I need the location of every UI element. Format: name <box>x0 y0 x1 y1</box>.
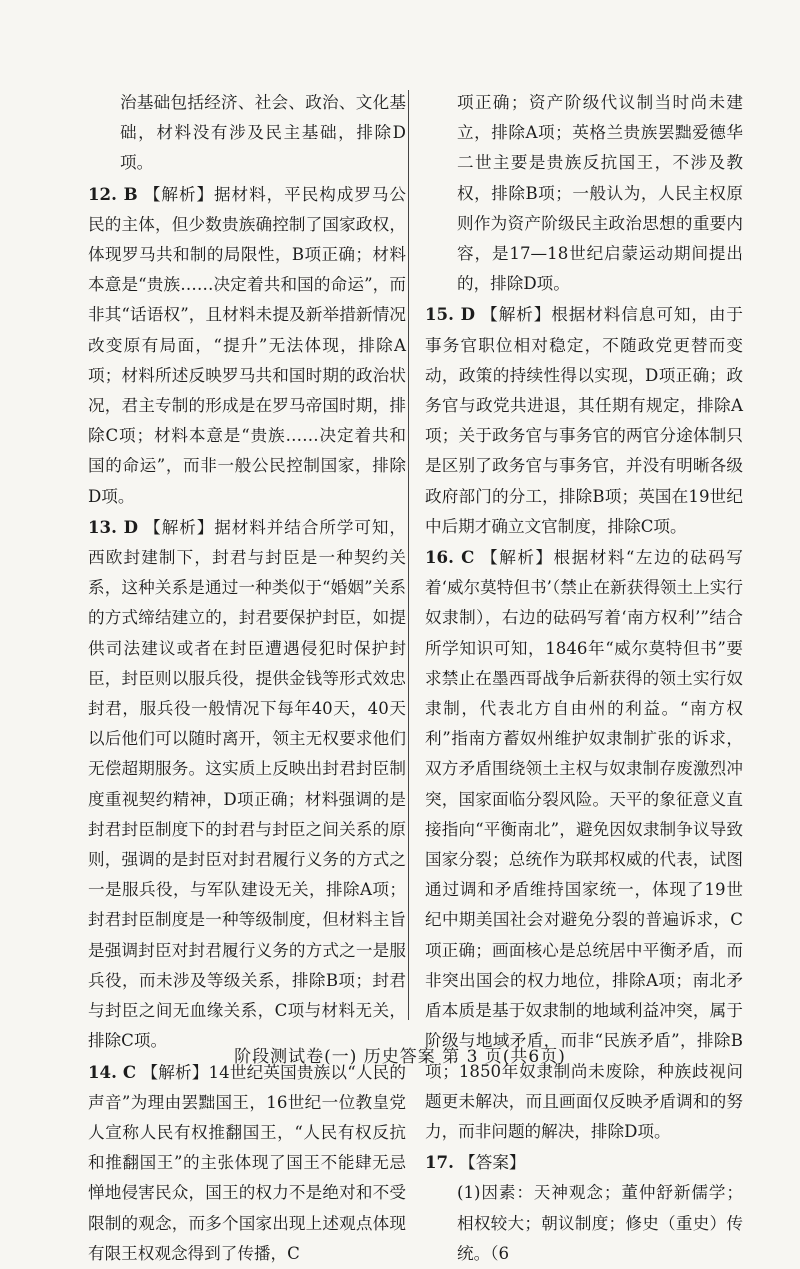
right-column <box>425 88 743 1269</box>
answer-15-number: 15. D <box>425 304 475 325</box>
page-footer: 阶段测试卷(一) 历史答案 第 3 页(共6页) <box>234 1047 566 1067</box>
answer-12-number: 12. B <box>88 183 138 204</box>
answer-13-number: 13. D <box>88 516 138 537</box>
left-column <box>88 88 406 1269</box>
answer-16-text: 【解析】根据材料“左边的砝码写着‘威尔莫特但书’（禁止在新获得领土上实行奴隶制），右边的砝码写着‘南方权利’”结合所学知识可知，1846年“威尔莫特但书”要求禁止在墨西哥战争后新获得的领土实行奴隶制，代表北方自由州的利益。“南方权利”指南方蓄奴州维护奴隶制扩张的诉求，双方矛盾围绕领土主权与奴隶制存废激烈冲突，国家面临分裂风险。天平的象征意义直接指向“平衡南北”，避免因奴隶制争议导致国家分裂；总统作为联邦权威的代表，试图通过调和矛盾维持国家统一，体现了19世纪中期美国社会对避免分裂的普遍诉求，C项正确；画面核心是总统居中平衡矛盾，而非突出国会的权力地位，排除A项；南北矛盾本质是基于奴隶制的地域利益冲突，属于阶级与地域矛盾，而非“民族矛盾”，排除B项；1850年奴隶制尚未废除，种族歧视问题更未解决，而且画面仅反映矛盾调和的努力，而非问题的解决，排除D项。 <box>425 548 743 1141</box>
answer-17-label: 【答案】 <box>459 1153 526 1173</box>
answer-17 <box>425 1147 743 1178</box>
answer-12-text: 【解析】据材料，平民构成罗马公民的主体，但少数贵族确控制了国家政权，体现罗马共和制的局限性，B项正确；材料本意是“贵族……决定着共和国的命运”，而非其“话语权”，且材料未提及新举措新情况改变原有局面，“提升”无法体现，排除A项；材料所述反映罗马共和国时期的政治状况，君主专制的形成是在罗马帝国时期，排除C项；材料本意是“贵族……决定着共和国的命运”，而非一般公民控制国家，排除D项。 <box>88 184 407 506</box>
answer-17-text: (1)因素：天神观念；董仲舒新儒学；相权较大；朝议制度；修史（重史）传统。（6 <box>457 1183 743 1263</box>
answer-15-text: 【解析】根据材料信息可知，由于事务官职位相对稳定，不随政党更替而变动，政策的持续性得以实现，D项正确；政务官与政党共进退，其任期有规定，排除A项；关于政务官与事务官的两官分途体制只是区别了政务官与事务官，并没有明晰各级政府部门的分工，排除B项；英国在19世纪中后期才确立文官制度，排除C项。 <box>425 305 743 536</box>
right-continuation-text: 项正确；资产阶级代议制当时尚未建立，排除A项；英格兰贵族罢黜爱德华二世主要是贵族反抗国王，不涉及教权，排除B项；一般认为，人民主权原则作为资产阶级民主政治思想的重要内容，是17—18世纪启蒙运动期间提出的，排除D项。 <box>457 93 743 294</box>
answer-13 <box>88 512 406 1057</box>
answer-14 <box>88 1057 406 1269</box>
column-divider <box>408 90 409 1020</box>
answer-16-number: 16. C <box>425 547 475 568</box>
answer-15 <box>425 299 743 542</box>
answer-14-text: 【解析】14世纪英国贵族以“人民的声音”为理由罢黜国王，16世纪一位教皇党人宣称人民有权推翻国王，“人民有权反抗和推翻国王”的主张体现了国王不能肆无忌惮地侵害民众，国王的权力不是绝对和不受限制的观念，而多个国家出现上述观点体现有限王权观念得到了传播，C <box>88 1062 406 1263</box>
answer-12 <box>88 179 406 512</box>
answer-14-number: 14. C <box>88 1061 137 1082</box>
answer-17-number: 17. <box>425 1152 454 1173</box>
left-continuation-text: 治基础包括经济、社会、政治、文化基础，材料没有涉及民主基础，排除D项。 <box>120 93 406 173</box>
answer-13-text: 【解析】据材料并结合所学可知，西欧封建制下，封君与封臣是一种契约关系，这种关系是通过一种类似于“婚姻”关系的方式缔结建立的，封君要保护封臣，如提供司法建议或者在封臣遭遇侵犯时保护封臣，封臣则以服兵役，提供金钱等形式效忠封君，服兵役一般情况下每年40天，40天以后他们可以随时离开，领主无权要求他们无偿超期服务。这实质上反映出封君封臣制度重视契约精神，D项正确；材料强调的是封君封臣制度下的封君与封臣之间关系的原则，强调的是封臣对封君履行义务的方式之一是服兵役，与军队建设无关，排除A项；封君封臣制度是一种等级制度，但材料主旨是强调封臣对封君履行义务的方式之一是服兵役，而未涉及等级关系，排除B项；封君与封臣之间无血缘关系，C项与材料无关，排除C项。 <box>88 517 406 1051</box>
